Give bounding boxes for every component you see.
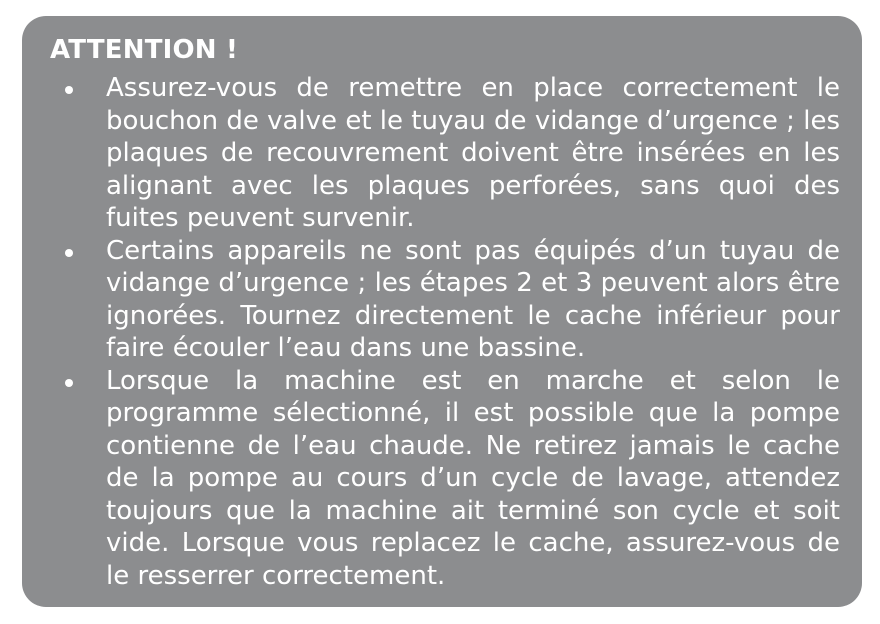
warning-item-text: Assurez-vous de remettre en place correctement le bouchon de valve et le tuyau de vidange d’urgence ; les plaques de recouvrement doivent être insérées en les alignant avec les plaques perforées, sans quoi des fuites peuvent survenir. bbox=[106, 73, 840, 233]
warning-list bbox=[48, 72, 840, 592]
warning-box bbox=[22, 16, 862, 607]
bullet-icon bbox=[65, 379, 73, 387]
warning-item bbox=[48, 235, 840, 365]
bullet-icon bbox=[65, 86, 73, 94]
warning-item-text: Certains appareils ne sont pas équipés d’un tuyau de vidange d’urgence ; les étapes 2 et 3 peuvent alors être ignorées. Tournez directement le cache inférieur pour faire écouler l’eau dans une bassine. bbox=[106, 235, 840, 363]
warning-item bbox=[48, 72, 840, 235]
bullet-icon bbox=[65, 249, 73, 257]
warning-title: ATTENTION ! bbox=[50, 35, 239, 65]
warning-item bbox=[48, 365, 840, 593]
warning-item-text: Lorsque la machine est en marche et selon le programme sélectionné, il est possible que la pompe contienne de l’eau chaude. Ne retirez jamais le cache de la pompe au cours d’un cycle de lavage, attendez toujours que la machine ait terminé son cycle et soit vide. Lorsque vous replacez le cache, assurez-vous de le resserrer correctement. bbox=[106, 365, 840, 591]
